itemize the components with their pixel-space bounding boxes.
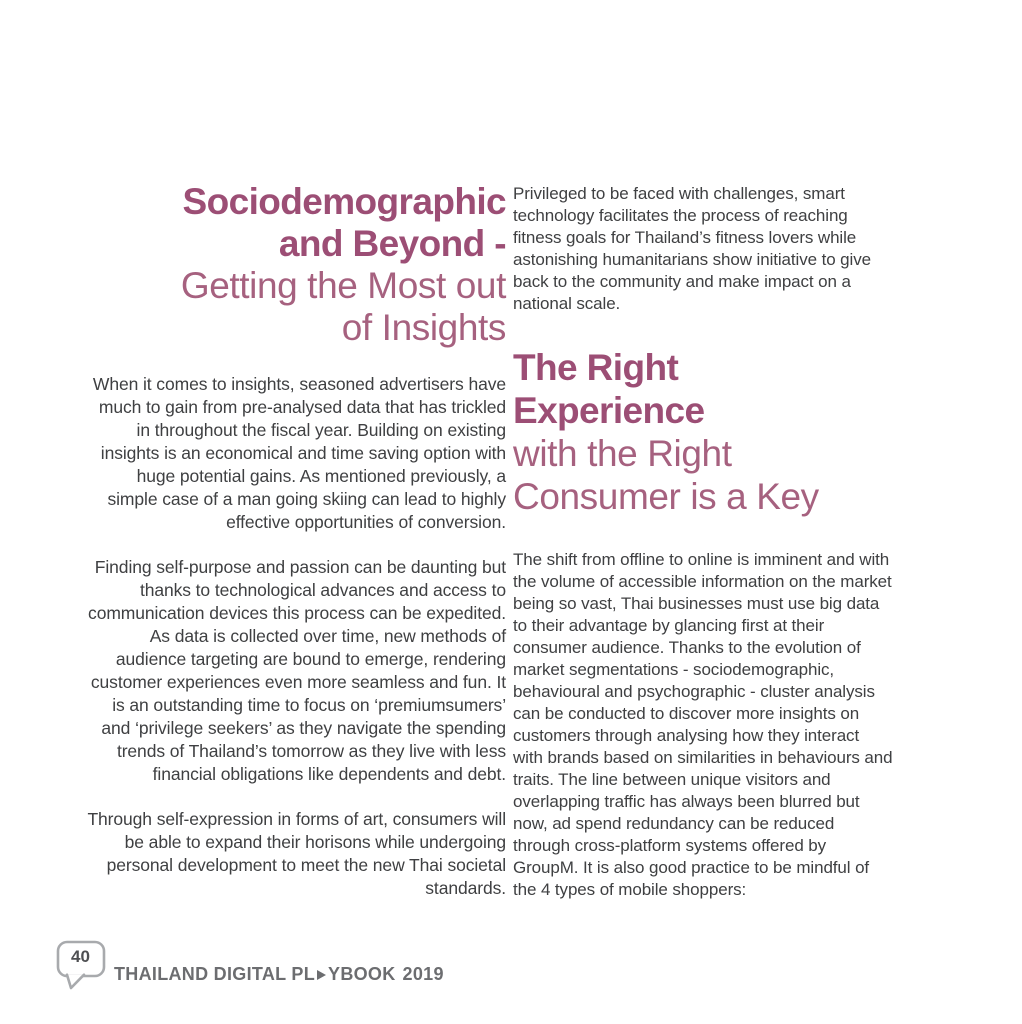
left-heading-bold-line: and Beyond - [278,223,506,264]
right-heading-light-line: Consumer is a Key [513,476,819,517]
right-heading-bold-line: The Right [513,347,679,388]
brand-year: 2019 [402,964,444,984]
page-number: 40 [71,947,90,966]
left-heading-bold-line: Sociodemographic [182,181,506,222]
right-heading-bold-line: Experience [513,390,705,431]
brand-text-suffix: YBOOK [328,964,396,984]
left-heading-light-line: of Insights [341,307,506,348]
right-intro-paragraph: Privileged to be faced with challenges, smart technology facilitates the process of reaching fitness goals for Thailand’s fitness lovers while astonishing humanitarians show initiative to give back to the community and make impact on a national scale. [513,184,871,313]
right-body-paragraph: The shift from offline to online is imminent and with the volume of accessible information on the market being so vast, Thai businesses must use big data to their advantage by glancing first at their consumer audience. Thanks to the evolution of market segmentations - sociodemographic, behavioural and psychographic - cluster analysis can be conducted to discover more insights on customers through analysing how they interact with brands based on similarities in behaviours and traits. The line between unique visitors and overlapping traffic has always been blurred but now, ad spend redundancy can be reduced through cross-platform systems offered by GroupM. It is also good practice to be mindful of the 4 types of mobile shoppers: [513,550,893,899]
right-column [513,183,893,901]
brand-text-prefix: THAILAND DIGITAL PL [114,964,316,984]
left-paragraph-2: Finding self-purpose and passion can be daunting but thanks to technological advances and access to communication devices this process can be expedited. As data is collected over time, new methods of audience targeting are bound to emerge, rendering customer experiences even more seamless and fun. It is an outstanding time to focus on ‘premiumsumers’ and ‘privilege seekers’ as they navigate the spending trends of Thailand’s tomorrow as they live with less financial obligations like dependents and debt. [88,557,506,784]
left-heading-light-line: Getting the Most out [180,265,506,306]
left-paragraph-1: When it comes to insights, seasoned advertisers have much to gain from pre-analysed data that has trickled in throughout the fiscal year. Building on existing insights is an economical and time saving option with huge potential gains. As mentioned previously, a simple case of a man going skiing can lead to highly effective opportunities of conversion. [92,374,506,532]
play-triangle-icon [317,970,326,980]
left-column [84,181,506,900]
left-paragraph-3: Through self-expression in forms of art, consumers will be able to expand their horisons while undergoing personal development to meet the new Thai societal standards. [87,809,506,898]
right-heading [513,346,893,518]
right-heading-light-line: with the Right [513,433,732,474]
page-number-bubble [56,938,108,992]
footer-brand [114,964,444,985]
left-heading [84,181,506,349]
